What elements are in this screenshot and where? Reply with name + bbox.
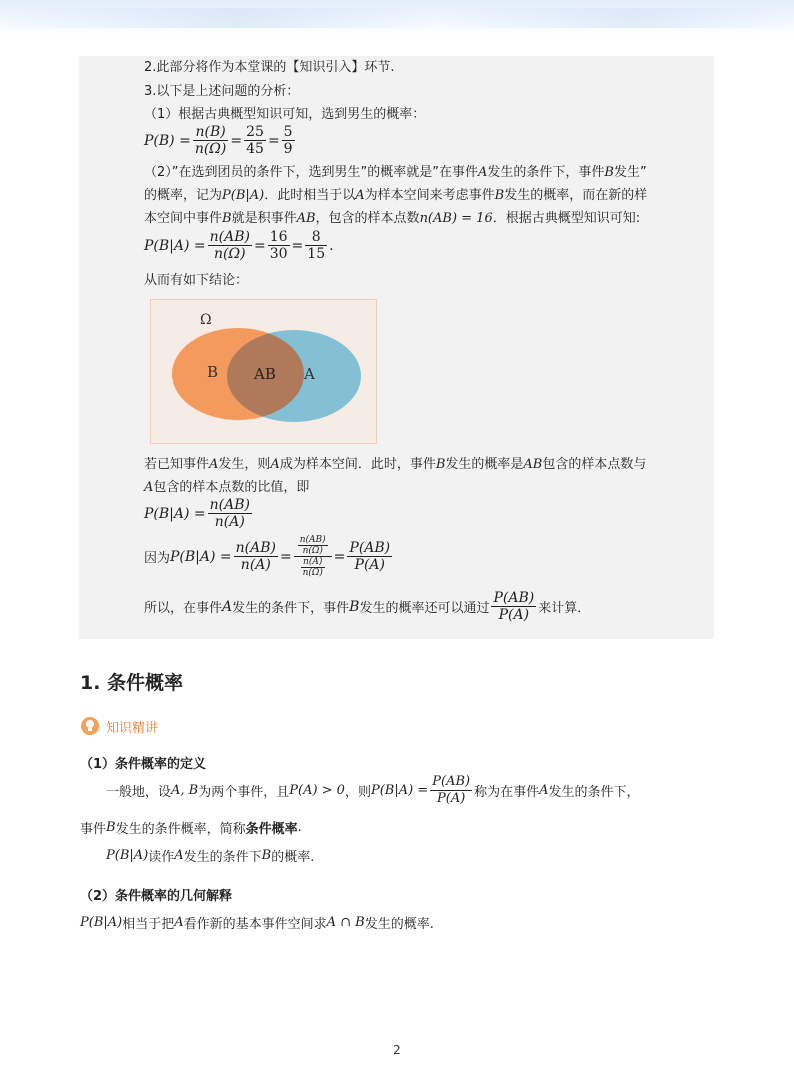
fraction: $\frac{5}{9}$	[283, 124, 293, 157]
note-line-10: 若已知事件A发生，则A成为样本空间．此时，事件B发生的概率是AB包含的样本点数与	[144, 457, 647, 472]
knowledge-point-label: 知识精讲	[106, 721, 159, 736]
definition-line-1: 一般地，设 A, B 为两个事件，且 P(A) > 0 ，则 P(B|A) = $\frac{P(AB)}{P(A)}$ 称为在事件 A 发生的条件下，	[106, 774, 640, 806]
venn-ab-label: AB	[254, 365, 276, 383]
note-line-5: （2）”在选到团员的条件下，选到男生”的概率就是”在事件A发生的条件下，事件B发生”	[144, 165, 647, 180]
fraction: $\frac{P(AB)}{P(A)}$	[493, 590, 535, 623]
fraction: $\frac{P(AB)}{P(A)}$	[432, 774, 471, 806]
compound-fraction: $\frac{\frac{n(AB)}{n(\Omega)}}{\frac{n(A)}{n(\Omega)}}$	[294, 535, 332, 578]
definition-line-2: 事件 B 发生的条件概率，简称 条件概率 .	[80, 820, 302, 837]
venn-diagram	[150, 299, 377, 444]
fraction: $\frac{8}{15}$	[307, 229, 326, 262]
subheading-definition: （1）条件概率的定义	[80, 757, 207, 772]
note-line-3: （1）根据古典概型知识可知，选到男生的概率：	[144, 107, 426, 122]
venn-b-label: B	[207, 363, 219, 381]
note-line-11: A包含的样本点数的比值，即	[144, 480, 310, 495]
equation-conditional-count: P(B|A) = $\frac{n(AB)}{n(\Omega)}$ = $\frac{16}{30}$ = $\frac{8}{15}$ .	[144, 229, 334, 262]
fraction: $\frac{n(B)}{n(\Omega)}$	[194, 124, 227, 157]
note-line-2: 3.以下是上述问题的分析：	[144, 84, 300, 99]
fraction: $\frac{P(AB)}{P(A)}$	[349, 540, 391, 573]
venn-omega-label: Ω	[200, 312, 212, 328]
note-line-9: 从而有如下结论：	[144, 273, 249, 288]
note-line-13: 所以，在事件 A 发生的条件下，事件 B 发生的概率还可以通过 $\frac{P(AB)}{P(A)}$ 来计算．	[144, 590, 591, 623]
fraction: $\frac{n(AB)}{n(\Omega)}$	[209, 229, 250, 262]
eq-lhs: P(B) =	[144, 132, 191, 149]
fraction: $\frac{25}{45}$	[246, 124, 264, 157]
definition-line-3: P(B|A) 读作 A 发生的条件下 B 的概率.	[106, 848, 315, 865]
geometric-line: P(B|A) 相当于把 A 看作新的基本事件空间求 A ∩ B 发生的概率.	[80, 915, 434, 932]
fraction: $\frac{n(AB)}{n(A)}$	[209, 497, 250, 530]
header-band	[0, 0, 794, 36]
note-line-7: 本空间中事件B就是积事件AB，包含的样本点数n(AB) = 16．根据古典概型知识可知:	[144, 211, 641, 226]
equation-because: 因为 P(B|A) = $\frac{n(AB)}{n(A)}$ = $\frac{\frac{n(AB)}{n(\Omega)}}{\frac{n(A)}{n(\Omega)}}$ = $\frac{P(AB)}{P(A)}$	[144, 535, 391, 578]
note-line-1: 2.此部分将作为本堂课的【知识引入】环节.	[144, 60, 395, 75]
lightbulb-icon	[81, 717, 99, 735]
section-title: 1. 条件概率	[80, 672, 184, 694]
venn-a-label: A	[304, 365, 315, 383]
equation-prob-boy: P(B) = $\frac{n(B)}{n(\Omega)}$ = $\frac{25}{45}$ = $\frac{5}{9}$	[144, 124, 293, 157]
fraction: $\frac{n(AB)}{n(A)}$	[235, 540, 276, 573]
note-line-6: 的概率，记为P(B|A)．此时相当于以A为样本空间来考虑事件B发生的概率，而在新的样	[144, 188, 648, 203]
fraction: $\frac{16}{30}$	[269, 229, 288, 262]
subheading-geometric: （2）条件概率的几何解释	[80, 889, 233, 904]
page-number: 2	[393, 1043, 401, 1057]
equation-conditional-def: P(B|A) = $\frac{n(AB)}{n(A)}$	[144, 497, 250, 530]
